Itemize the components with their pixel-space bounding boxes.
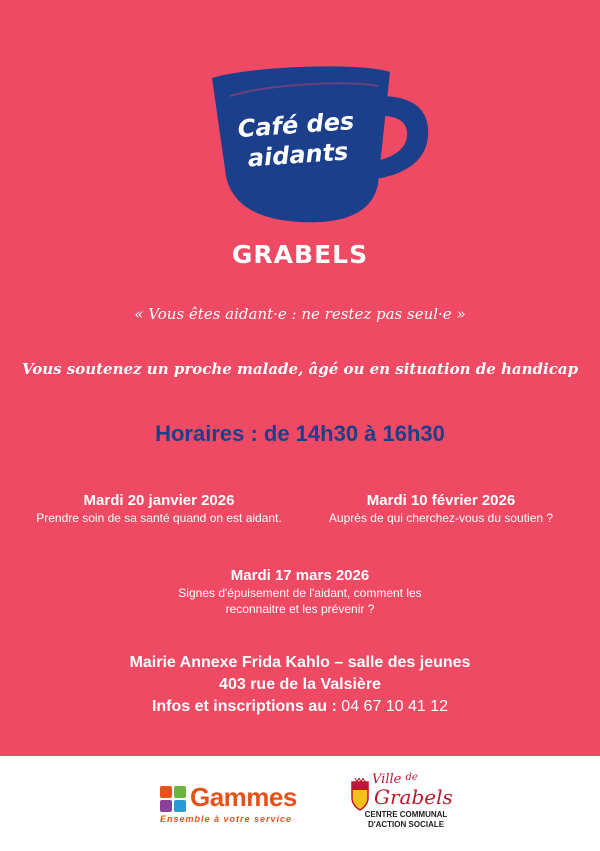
session-topic-line-2: reconnaitre et les prévenir ? bbox=[225, 602, 375, 616]
session-date: Mardi 10 février 2026 bbox=[366, 492, 516, 509]
event-title bbox=[220, 105, 374, 175]
session-topic: Auprès de qui cherchez-vous du soutien ? bbox=[328, 511, 554, 525]
session-1 bbox=[28, 491, 290, 526]
grabels-wordmark: Grabels bbox=[374, 785, 453, 809]
town-shield-icon bbox=[350, 778, 370, 812]
de-word: de bbox=[405, 772, 418, 783]
ville-word: Ville bbox=[372, 772, 402, 787]
ccas-label bbox=[352, 810, 460, 830]
ccas-line-1: CENTRE COMMUNAL bbox=[364, 810, 448, 819]
gammes-squares-icon bbox=[160, 786, 186, 812]
tagline: « Vous êtes aidant·e : ne restez pas seul·e » bbox=[134, 305, 466, 323]
gammes-square bbox=[160, 786, 172, 798]
gammes-name: Gammes bbox=[190, 782, 297, 812]
contact-label: Infos et inscriptions au : bbox=[151, 698, 337, 715]
venue-info bbox=[0, 652, 600, 718]
support-statement: Vous soutenez un proche malade, âgé ou en situation de handicap bbox=[21, 360, 579, 378]
gammes-slogan: Ensemble à votre service bbox=[160, 814, 293, 824]
session-date: Mardi 20 janvier 2026 bbox=[83, 492, 235, 509]
session-topic: Prendre soin de sa santé quand on est aidant. bbox=[36, 511, 282, 525]
venue-place: Mairie Annexe Frida Kahlo – salle des jeunes bbox=[129, 654, 471, 671]
opening-hours: Horaires : de 14h30 à 16h30 bbox=[155, 421, 445, 446]
contact-phone: 04 67 10 41 12 bbox=[341, 698, 449, 715]
gammes-square bbox=[174, 800, 186, 812]
gammes-square bbox=[160, 800, 172, 812]
contact-line bbox=[0, 696, 600, 718]
session-3 bbox=[170, 566, 430, 617]
event-title-line-1: Café des bbox=[236, 107, 356, 144]
gammes-square bbox=[174, 786, 186, 798]
gammes-logo bbox=[160, 780, 330, 830]
session-date: Mardi 17 mars 2026 bbox=[230, 567, 370, 584]
session-2 bbox=[310, 491, 572, 526]
town-name: GRABELS bbox=[231, 240, 369, 269]
grabels-logo bbox=[350, 772, 460, 832]
event-title-line-2: aidants bbox=[246, 137, 350, 173]
venue-address: 403 rue de la Valsière bbox=[219, 676, 381, 693]
ccas-line-2: D'ACTION SOCIALE bbox=[367, 820, 445, 829]
session-topic-line-1: Signes d'épuisement de l'aidant, comment les bbox=[178, 586, 422, 600]
